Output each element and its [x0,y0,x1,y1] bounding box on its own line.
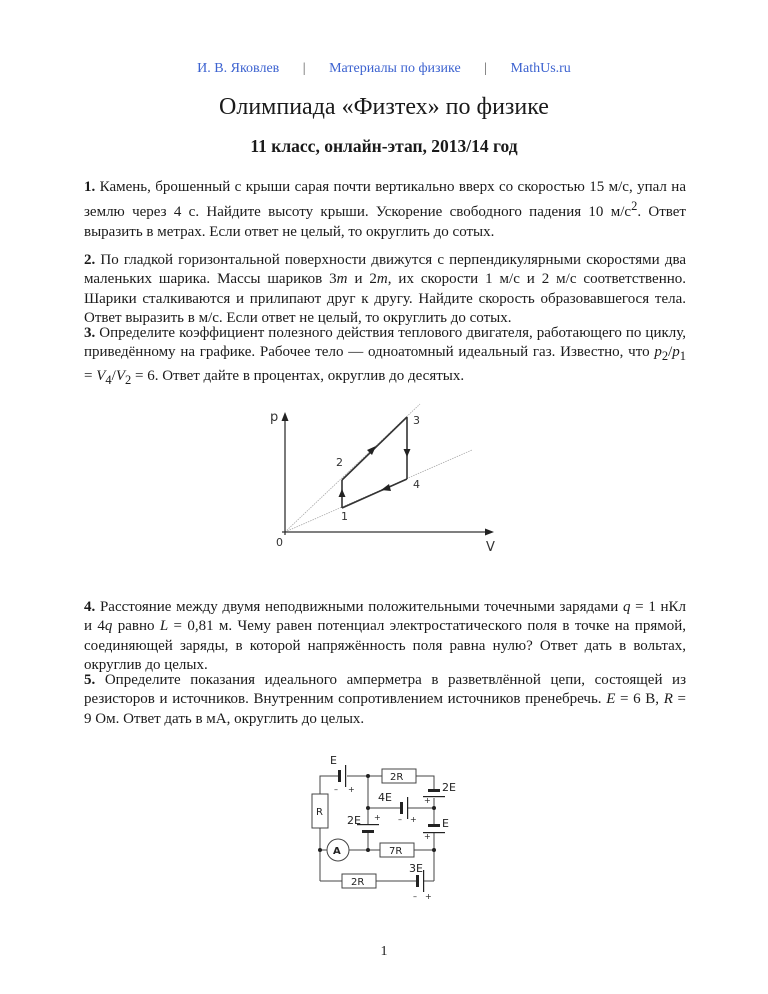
label-2e-right: 2E [442,781,456,794]
label-e-top: E [330,754,337,767]
problem-text: По гладкой горизонтальной поверхности движутся с перпендикулярными скоростями два маленьких шарика. Массы шариков 3m и 2m, их скорости 1 м/с и 2 м/с соответственно. Шарики сталкиваются и прилипают друг к другу. Найдите скорость образовавшегося тела. Ответ выразить в м/с. Если ответ не целый, то округлить до сотых. [84,252,686,327]
point-label-4: 4 [413,478,420,491]
circuit-diagram [300,752,470,907]
problem-text: Расстояние между двумя неподвижными положительными точечными зарядами q = 1 нКл и 4q равно L = 0,81 м. Чему равен потенциал электростатического поля в точке на прямой, соединяющей заряды, в которой напряжённость поля равна нулю? Ответ дать в вольтах, округлив до целых. [84,599,687,674]
header-link-mathus[interactable]: MathUs.ru [510,61,571,76]
problem-number: 5. [84,672,96,688]
origin-label: 0 [276,536,283,549]
problem-number: 4. [84,599,96,615]
problem-text: Определите показания идеального амперметра в разветвлённой цепи, состоящей из резисторов и источников. Внутренним сопротивлением источников пренебречь. E = 6 В, R = 9 Ом. Ответ дать в мА, округлить до целых. [84,672,687,727]
label-2r-bottom: 2R [351,877,365,888]
point-label-3: 3 [413,414,420,427]
point-label-1: 1 [341,510,348,523]
svg-text:+: + [425,892,432,901]
problem-2 [84,251,686,329]
svg-text:+: + [424,832,431,841]
label-ammeter: A [333,846,341,857]
problem-number: 1. [84,179,96,195]
svg-text:+: + [374,813,381,822]
svg-text:–: – [413,892,417,901]
svg-text:+: + [410,815,417,824]
header-link-author[interactable]: И. В. Яковлев [197,61,280,76]
problem-number: 2. [84,252,96,268]
header-separator: | [484,61,488,76]
label-2r-top: 2R [390,772,404,783]
label-7r: 7R [389,846,403,857]
problem-1 [84,178,686,242]
label-r-left: R [316,807,323,818]
page-number: 1 [380,944,388,959]
axis-label-v: V [486,540,495,555]
problem-3 [84,324,686,390]
problem-4 [84,598,686,676]
header-separator: | [302,61,306,76]
problem-5 [84,671,686,729]
svg-text:–: – [398,815,402,824]
header-link-materials[interactable]: Материалы по физике [329,61,461,76]
label-4e: 4E [378,791,392,804]
point-label-2: 2 [336,456,343,469]
problem-text: Определите коэффициент полезного действия теплового двигателя, работающего по циклу, приведённому на графике. Рабочее тело — одноатомный идеальный газ. Известно, что $p_2/p_1 = V_4/V_2 = 6$. Ответ дайте в процентах, округлив до десятых. [84,325,686,387]
svg-text:+: + [348,785,355,794]
page-title: Олимпиада «Физтех» по физике [219,94,549,120]
label-2e-left: 2E [347,814,361,827]
problem-number: 3. [84,325,96,341]
svg-text:+: + [424,796,431,805]
pv-cycle-graph [260,400,520,560]
label-3e: 3E [409,862,423,875]
header-nav [0,61,768,77]
axis-label-p: p [270,410,279,425]
page-subtitle: 11 класс, онлайн-этап, 2013/14 год [250,136,518,156]
problem-text: Камень, брошенный с крыши сарая почти вертикально вверх со скоростью 15 м/с, упал на землю через 4 с. Найдите высоту крыши. Ускорение свободного падения 10 $м/с^2$. Ответ выразить в метрах. Если ответ не целый, то округлить до сотых. [84,179,686,240]
svg-text:–: – [334,785,338,794]
label-e-right: E [442,817,449,830]
